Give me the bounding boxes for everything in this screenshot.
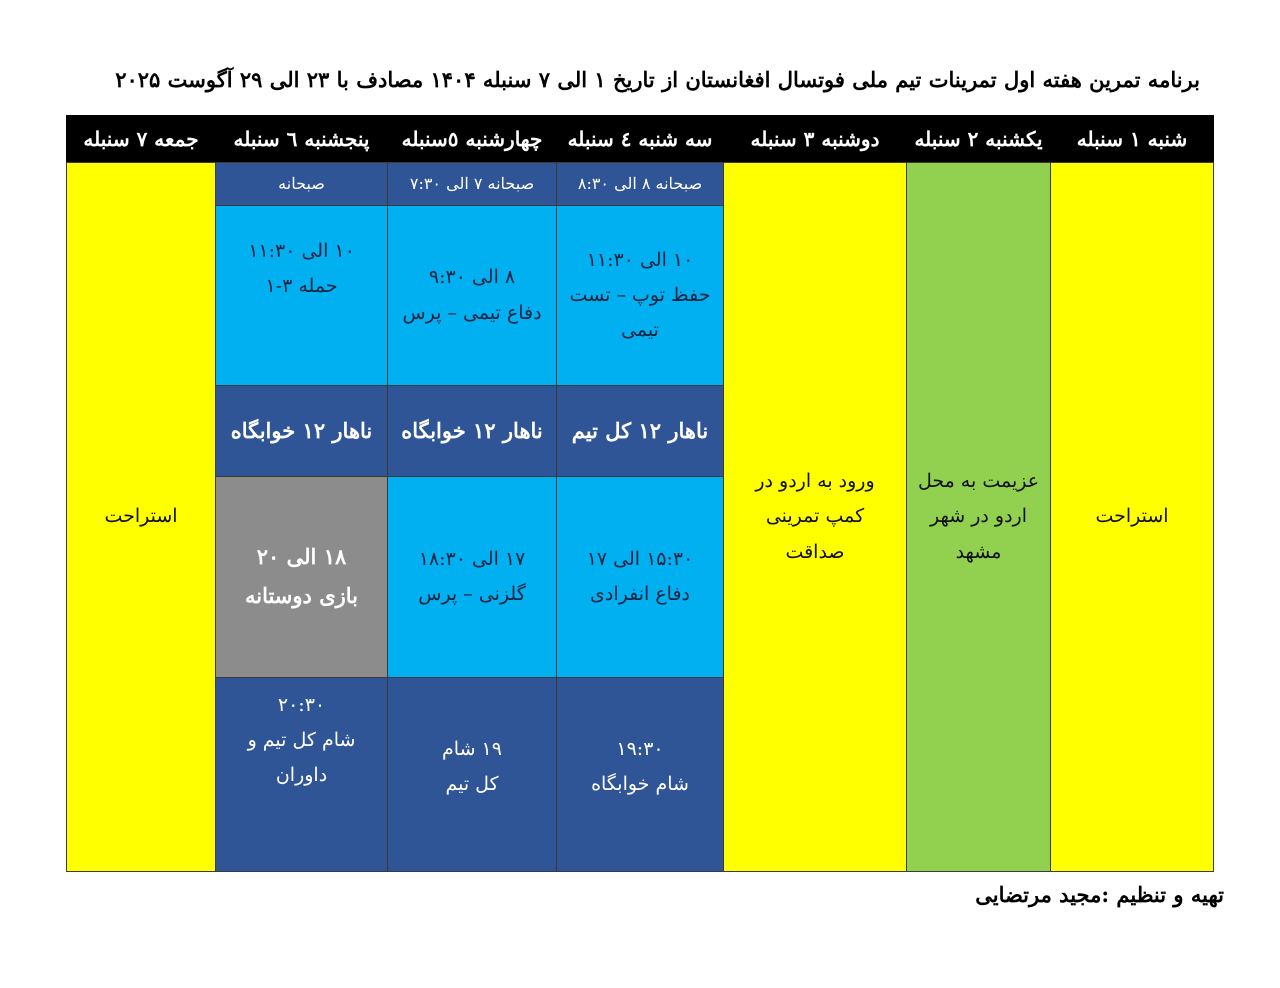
tue-lunch-text: ناهار ۱۲ کل تیم bbox=[571, 417, 709, 443]
tue-lunch-cell bbox=[556, 385, 724, 477]
thu-dinner-cell bbox=[215, 677, 388, 872]
thu-morning-time: ۱۰ الی ۱۱:۳۰ bbox=[248, 240, 355, 262]
tue-afternoon-time: ۱۵:۳۰ الی ۱۷ bbox=[586, 547, 694, 570]
fri-rest-text: استراحت bbox=[104, 505, 178, 528]
wed-morning-line-2: دفاع تیمی – پرس bbox=[402, 301, 542, 324]
wed-dinner-cell bbox=[387, 677, 557, 872]
thu-dinner-line-2: شام کل تیم و bbox=[247, 729, 356, 752]
tue-morning-cell bbox=[556, 205, 724, 386]
header-sat bbox=[1050, 115, 1214, 163]
header-wed bbox=[387, 115, 557, 163]
prepared-by-footer: تهیه و تنظیم :مجید مرتضایی bbox=[975, 882, 1224, 907]
thu-dinner-line-3: داوران bbox=[275, 764, 328, 787]
wed-afternoon-cell bbox=[387, 476, 557, 678]
thu-morning-line-2: حمله ۳-۱ bbox=[265, 275, 338, 298]
header-tue bbox=[556, 115, 724, 163]
header-fri-label: جمعه ۷ سنبله bbox=[83, 126, 199, 151]
wed-morning-time: ۸ الی ۹:۳۰ bbox=[428, 266, 516, 289]
header-tue-label: سه شنبه ٤ سنبله bbox=[567, 126, 713, 151]
wed-afternoon-time: ۱۷ الی ۱۸:۳۰ bbox=[418, 547, 526, 570]
wed-breakfast-cell bbox=[387, 162, 557, 206]
tue-morning-line-2: حفظ توپ – تست bbox=[569, 283, 711, 306]
thu-friendly-match-cell bbox=[215, 476, 388, 678]
header-sun bbox=[906, 115, 1051, 163]
fri-rest-cell bbox=[66, 162, 216, 872]
header-mon-label: دوشنبه ۳ سنبله bbox=[750, 126, 880, 151]
header-thu-label: پنجشنبه ٦ سنبله bbox=[233, 126, 370, 151]
thu-lunch-cell bbox=[215, 385, 388, 477]
sun-line-3: مشهد bbox=[955, 540, 1002, 563]
tue-breakfast-text: صبحانه ۸ الی ۸:۳۰ bbox=[577, 174, 703, 194]
mon-arrival-cell bbox=[723, 162, 907, 872]
mon-line-2: کمپ تمرینی bbox=[765, 505, 865, 528]
page-title: برنامه تمرین هفته اول تمرینات تیم ملی فوتسال افغانستان از تاریخ ۱ الی ۷ سنبله ۱۴۰۴ مصادف با ۲۳ الی ۲۹ آگوست ۲۰۲۵ bbox=[115, 67, 1200, 92]
wed-breakfast-text: صبحانه ۷ الی ۷:۳۰ bbox=[409, 174, 535, 194]
header-fri bbox=[66, 115, 216, 163]
thu-dinner-time: ۲۰:۳۰ bbox=[277, 694, 326, 716]
thu-lunch-text: ناهار ۱۲ خوابگاه bbox=[230, 417, 373, 443]
tue-afternoon-cell bbox=[556, 476, 724, 678]
sun-travel-cell bbox=[906, 162, 1051, 872]
thu-afternoon-line-2: بازی دوستانه bbox=[244, 583, 359, 608]
wed-lunch-text: ناهار ۱۲ خوابگاه bbox=[401, 417, 543, 443]
tue-dinner-cell bbox=[556, 677, 724, 872]
wed-morning-cell bbox=[387, 205, 557, 386]
wed-dinner-time: ۱۹ شام bbox=[442, 738, 502, 760]
thu-breakfast-cell bbox=[215, 162, 388, 206]
mon-line-1: ورود به اردو در bbox=[755, 470, 875, 493]
wed-afternoon-line-2: گلزنی – پرس bbox=[418, 583, 526, 605]
tue-dinner-time: ۱۹:۳۰ bbox=[616, 738, 664, 760]
header-sun-label: یکشنبه ۲ سنبله bbox=[914, 126, 1043, 151]
tue-breakfast-cell bbox=[556, 162, 724, 206]
thu-morning-cell bbox=[215, 205, 388, 386]
sat-rest-cell bbox=[1050, 162, 1214, 872]
tue-morning-line-3: تیمی bbox=[621, 319, 659, 342]
tue-dinner-line-2: شام خوابگاه bbox=[591, 773, 689, 796]
sun-line-1: عزیمت به محل bbox=[917, 470, 1040, 493]
thu-afternoon-time: ۱۸ الی ۲۰ bbox=[256, 544, 347, 570]
header-thu bbox=[215, 115, 388, 163]
sun-line-2: اردو در شهر bbox=[930, 505, 1027, 528]
header-sat-label: شنبه ۱ سنبله bbox=[1076, 126, 1188, 151]
tue-morning-time: ۱۰ الی ۱۱:۳۰ bbox=[586, 248, 694, 271]
mon-line-3: صداقت bbox=[785, 540, 845, 563]
header-mon bbox=[723, 115, 907, 163]
wed-dinner-line-2: کل تیم bbox=[445, 773, 499, 796]
sat-rest-text: استراحت bbox=[1095, 505, 1169, 528]
thu-breakfast-text: صبحانه bbox=[278, 174, 325, 194]
tue-afternoon-line-2: دفاع انفرادی bbox=[590, 583, 690, 605]
wed-lunch-cell bbox=[387, 385, 557, 477]
header-wed-label: چهارشنبه ٥سنبله bbox=[401, 126, 543, 151]
